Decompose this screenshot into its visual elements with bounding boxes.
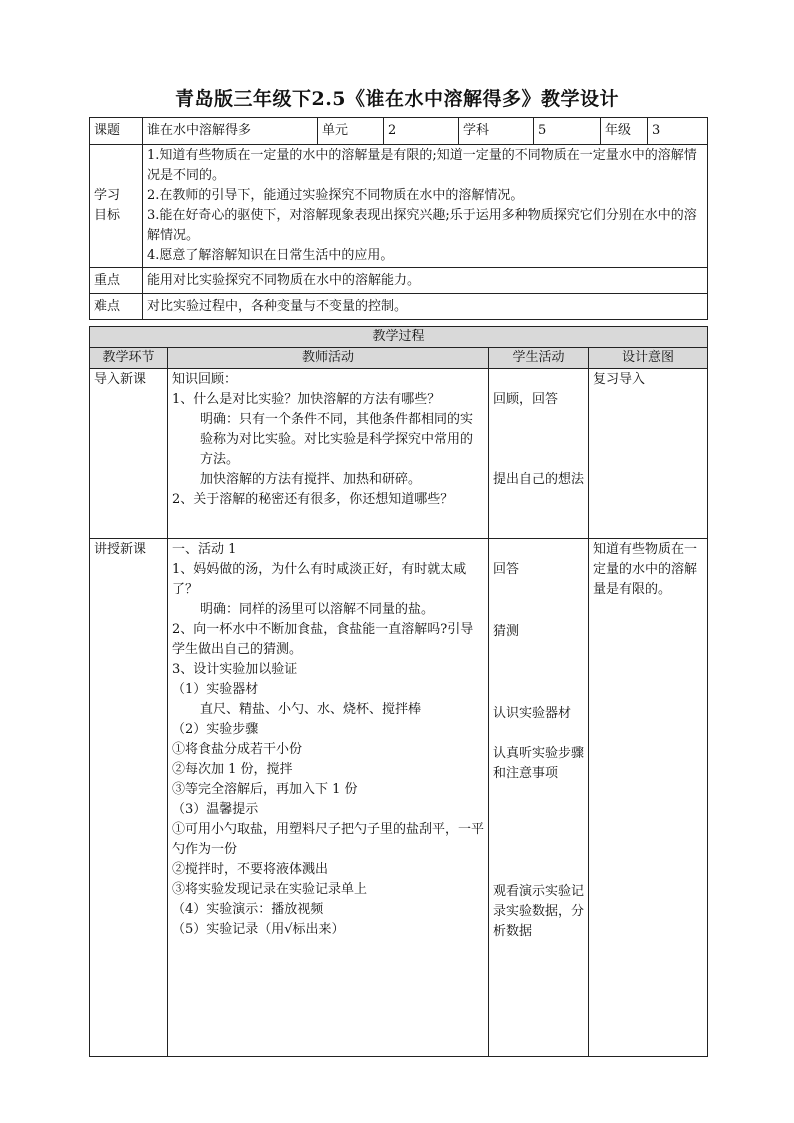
danyuan-value: 2: [384, 118, 459, 145]
header-student: 学生活动: [489, 348, 589, 369]
document-title: 青岛版三年级下2.5《谁在水中溶解得多》教学设计: [174, 88, 620, 110]
nianji-value: 3: [648, 118, 708, 145]
goal-item: 4.愿意了解溶解知识在日常生活中的应用。: [147, 248, 394, 263]
teacher-lesson: 一、活动 1 1、妈妈做的汤，为什么有时咸淡正好，有时就太咸了？ 明确：同样的汤里可以溶解不同量的盐。 2、向一杯水中不断加食盐，食盐能一直溶解吗?引导学生做出自己的猜测。 3、设计实验加以验证 （1）实验器材 直尺、精盐、小勺、水、烧杯、搅拌棒 （2）实验步骤 ①将食盐分成若干小份 ②每次加 1 份，搅拌 ③等完全溶解后，再加入下 1 份 （3）温馨提示 ①可用小勺取盐，用塑料尺子把勺子里的盐刮平，一平勺作为一份 ②搅拌时，不要将液体溅出 ③将实验发现记录在实验记录单上 （4）实验演示：播放视频 （5）实验记录（用√标出来）: [168, 539, 489, 1057]
teacher-intro: 知识回顾： 1、什么是对比实验？加快溶解的方法有哪些？ 明确：只有一个条件不同，其他条件都相同的实验称为对比实验。对比实验是科学探究中常用的方法。 加快溶解的方法有搅拌、加热和研碎。 2、关于溶解的秘密还有很多，你还想知道哪些？: [168, 369, 489, 539]
nandian-value: 对比实验过程中，各种变量与不变量的控制。: [143, 294, 708, 320]
goal-item: 3.能在好奇心的驱使下，对溶解现象表现出探究兴趣;乐于运用多种物质探究它们分别在水中的溶解情况。: [147, 208, 697, 243]
keti-value: 谁在水中溶解得多: [143, 118, 318, 145]
zhongdian-value: 能用对比实验探究不同物质在水中的溶解能力。: [143, 268, 708, 294]
student-intro: 回顾，回答 提出自己的想法: [489, 369, 589, 539]
student-lesson: 回答 猜测 认识实验器材 认真听实验步骤和注意事项 观看演示实验记录实验数据，分析数据: [489, 539, 589, 1057]
nandian-label: 难点: [90, 294, 143, 320]
keti-label: 课题: [90, 118, 143, 145]
header-stage: 教学环节: [90, 348, 168, 369]
xueke-label: 学科: [459, 118, 534, 145]
goal-item: 1.知道有些物质在一定量的水中的溶解量是有限的;知道一定量的不同物质在一定量水中的溶解情况是不同的。: [147, 148, 697, 183]
info-table: [89, 117, 708, 320]
nianji-label: 年级: [601, 118, 648, 145]
header-intent: 设计意图: [589, 348, 708, 369]
header-teacher: 教师活动: [168, 348, 489, 369]
intent-intro: 复习导入: [589, 369, 708, 539]
process-table: [89, 326, 708, 1057]
goal-item: 2.在教师的引导下，能通过实验探究不同物质在水中的溶解情况。: [147, 188, 524, 203]
intent-lesson: 知道有些物质在一定量的水中的溶解量是有限的。: [589, 539, 708, 1057]
zhongdian-label: 重点: [90, 268, 143, 294]
goals-label: 学习 目标: [90, 145, 143, 268]
section-title: 教学过程: [90, 327, 708, 348]
xueke-value: 5: [534, 118, 601, 145]
danyuan-label: 单元: [318, 118, 384, 145]
goals-content: [143, 145, 708, 268]
stage-intro: 导入新课: [90, 369, 168, 539]
stage-lesson: 讲授新课: [90, 539, 168, 1057]
